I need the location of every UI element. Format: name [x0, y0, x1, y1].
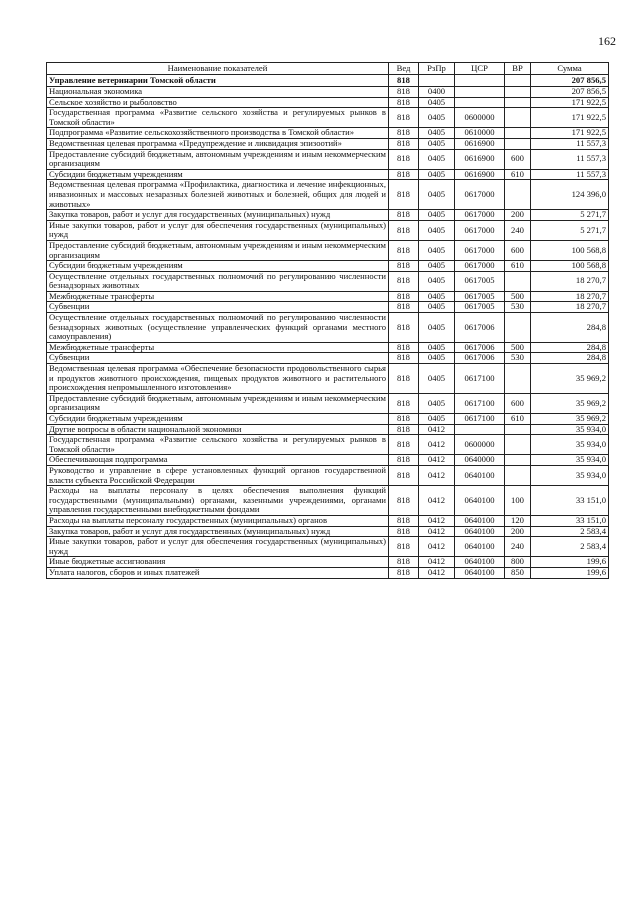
cell-name: Осуществление отдельных государственных полномочий по регулированию численности безнадзорных животных	[47, 271, 389, 291]
cell-rzpr: 0405	[419, 261, 455, 272]
table-row	[47, 240, 609, 260]
cell-vr: 600	[505, 240, 531, 260]
cell-sum: 35 969,2	[531, 364, 609, 394]
cell-sum: 171 922,5	[531, 97, 609, 108]
cell-rzpr: 0405	[419, 240, 455, 260]
header-ved: Вед	[389, 63, 419, 75]
cell-vr	[505, 87, 531, 98]
cell-vr	[505, 97, 531, 108]
cell-vr	[505, 465, 531, 485]
cell-ved: 818	[389, 149, 419, 169]
cell-csr: 0617006	[455, 353, 505, 364]
table-row	[47, 271, 609, 291]
cell-vr: 610	[505, 414, 531, 425]
cell-rzpr: 0405	[419, 414, 455, 425]
cell-name: Руководство и управление в сфере установленных функций органов государственной власти субъекта Российской Федерации	[47, 465, 389, 485]
cell-ved: 818	[389, 465, 419, 485]
cell-csr: 0617100	[455, 393, 505, 413]
table-row	[47, 108, 609, 128]
cell-name: Межбюджетные трансферты	[47, 342, 389, 353]
cell-ved: 818	[389, 537, 419, 557]
cell-vr: 530	[505, 302, 531, 313]
table-row	[47, 261, 609, 272]
cell-rzpr: 0405	[419, 313, 455, 343]
cell-ved: 818	[389, 210, 419, 221]
cell-ved: 818	[389, 87, 419, 98]
cell-sum: 100 568,8	[531, 240, 609, 260]
cell-name: Государственная программа «Развитие сельского хозяйства и регулируемых рынков в Томской области»	[47, 435, 389, 455]
cell-name: Национальная экономика	[47, 87, 389, 98]
cell-ved: 818	[389, 291, 419, 302]
page-number: 162	[598, 34, 616, 48]
cell-vr: 100	[505, 486, 531, 516]
cell-name: Обеспечивающая подпрограмма	[47, 455, 389, 466]
cell-vr: 200	[505, 210, 531, 221]
cell-csr: 0617100	[455, 364, 505, 394]
cell-csr: 0617000	[455, 180, 505, 210]
cell-vr	[505, 138, 531, 149]
cell-rzpr: 0405	[419, 271, 455, 291]
cell-sum: 11 557,3	[531, 138, 609, 149]
table-row	[47, 87, 609, 98]
cell-rzpr: 0405	[419, 149, 455, 169]
table-row	[47, 486, 609, 516]
cell-vr	[505, 108, 531, 128]
cell-name: Расходы на выплаты персоналу в целях обеспечения выполнения функций государственными (муниципальными) органами, казенными учреждениями, органами управления государственными внебюджетными фондами	[47, 486, 389, 516]
cell-name: Закупка товаров, работ и услуг для государственных (муниципальных) нужд	[47, 526, 389, 537]
cell-vr: 500	[505, 291, 531, 302]
cell-ved: 818	[389, 353, 419, 364]
cell-csr: 0640100	[455, 567, 505, 578]
cell-name: Субсидии бюджетным учреждениям	[47, 414, 389, 425]
header-csr: ЦСР	[455, 63, 505, 75]
cell-name: Осуществление отдельных государственных полномочий по регулированию численности безнадзорных животных (осуществление управленческих функций органами местного самоуправления)	[47, 313, 389, 343]
cell-csr: 0640100	[455, 557, 505, 568]
cell-csr: 0616900	[455, 149, 505, 169]
cell-vr	[505, 455, 531, 466]
table-row	[47, 353, 609, 364]
cell-sum: 284,8	[531, 313, 609, 343]
cell-ved: 818	[389, 169, 419, 180]
cell-rzpr: 0405	[419, 138, 455, 149]
header-vr: ВР	[505, 63, 531, 75]
cell-ved: 818	[389, 108, 419, 128]
cell-name: Межбюджетные трансферты	[47, 291, 389, 302]
cell-sum: 33 151,0	[531, 486, 609, 516]
cell-name: Иные закупки товаров, работ и услуг для обеспечения государственных (муниципальных) нужд	[47, 220, 389, 240]
cell-sum: 18 270,7	[531, 302, 609, 313]
cell-name: Субвенции	[47, 353, 389, 364]
cell-name: Подпрограмма «Развитие сельскохозяйственного производства в Томской области»	[47, 128, 389, 139]
cell-rzpr: 0405	[419, 353, 455, 364]
table-row	[47, 302, 609, 313]
cell-ved: 818	[389, 567, 419, 578]
cell-vr: 600	[505, 149, 531, 169]
cell-vr: 120	[505, 515, 531, 526]
cell-rzpr: 0412	[419, 486, 455, 516]
table-row	[47, 128, 609, 139]
table-row	[47, 342, 609, 353]
cell-ved: 818	[389, 180, 419, 210]
cell-vr: 240	[505, 220, 531, 240]
table-row	[47, 515, 609, 526]
cell-vr	[505, 271, 531, 291]
cell-rzpr: 0405	[419, 97, 455, 108]
cell-sum: 124 396,0	[531, 180, 609, 210]
cell-csr	[455, 75, 505, 87]
cell-vr: 500	[505, 342, 531, 353]
cell-ved: 818	[389, 313, 419, 343]
cell-name: Другие вопросы в области национальной экономики	[47, 424, 389, 435]
cell-sum: 171 922,5	[531, 108, 609, 128]
cell-sum: 199,6	[531, 557, 609, 568]
table-row	[47, 455, 609, 466]
table-row	[47, 537, 609, 557]
cell-rzpr: 0412	[419, 537, 455, 557]
cell-name: Предоставление субсидий бюджетным, автономным учреждениям и иным некоммерческим организациям	[47, 240, 389, 260]
cell-name: Иные закупки товаров, работ и услуг для обеспечения государственных (муниципальных) нужд	[47, 537, 389, 557]
cell-csr	[455, 97, 505, 108]
cell-name: Закупка товаров, работ и услуг для государственных (муниципальных) нужд	[47, 210, 389, 221]
cell-csr: 0617005	[455, 302, 505, 313]
cell-vr: 800	[505, 557, 531, 568]
table-row	[47, 220, 609, 240]
header-rzpr: РзПр	[419, 63, 455, 75]
cell-csr: 0617000	[455, 240, 505, 260]
cell-ved: 818	[389, 220, 419, 240]
cell-rzpr: 0412	[419, 435, 455, 455]
cell-sum: 18 270,7	[531, 291, 609, 302]
cell-name: Субвенции	[47, 302, 389, 313]
cell-ved: 818	[389, 261, 419, 272]
cell-sum: 35 934,0	[531, 465, 609, 485]
cell-vr: 200	[505, 526, 531, 537]
table-row	[47, 313, 609, 343]
cell-ved: 818	[389, 342, 419, 353]
cell-csr: 0640000	[455, 455, 505, 466]
cell-sum: 5 271,7	[531, 220, 609, 240]
cell-vr	[505, 313, 531, 343]
cell-sum: 2 583,4	[531, 537, 609, 557]
table-row	[47, 97, 609, 108]
cell-name: Субсидии бюджетным учреждениям	[47, 261, 389, 272]
cell-ved: 818	[389, 393, 419, 413]
cell-vr	[505, 424, 531, 435]
table-header-row	[47, 63, 609, 75]
cell-csr: 0640100	[455, 515, 505, 526]
cell-csr: 0617006	[455, 313, 505, 343]
cell-csr: 0617000	[455, 261, 505, 272]
cell-rzpr: 0412	[419, 526, 455, 537]
cell-ved: 818	[389, 486, 419, 516]
cell-ved: 818	[389, 455, 419, 466]
cell-rzpr: 0405	[419, 180, 455, 210]
cell-vr: 530	[505, 353, 531, 364]
cell-name: Государственная программа «Развитие сельского хозяйства и регулируемых рынков в Томской области»	[47, 108, 389, 128]
cell-ved: 818	[389, 271, 419, 291]
table-row	[47, 465, 609, 485]
cell-name: Субсидии бюджетным учреждениям	[47, 169, 389, 180]
cell-name: Расходы на выплаты персоналу государственных (муниципальных) органов	[47, 515, 389, 526]
table-row	[47, 291, 609, 302]
cell-sum: 35 969,2	[531, 393, 609, 413]
table-row	[47, 149, 609, 169]
cell-rzpr: 0405	[419, 108, 455, 128]
cell-sum: 35 934,0	[531, 424, 609, 435]
cell-csr: 0617000	[455, 220, 505, 240]
cell-csr: 0616900	[455, 169, 505, 180]
table-row	[47, 210, 609, 221]
cell-vr: 240	[505, 537, 531, 557]
table-row	[47, 169, 609, 180]
cell-name: Управление ветеринарии Томской области	[47, 75, 389, 87]
table-row	[47, 526, 609, 537]
cell-vr: 850	[505, 567, 531, 578]
cell-rzpr: 0405	[419, 342, 455, 353]
cell-rzpr: 0400	[419, 87, 455, 98]
cell-csr: 0617006	[455, 342, 505, 353]
cell-rzpr: 0412	[419, 455, 455, 466]
cell-csr	[455, 424, 505, 435]
cell-rzpr: 0412	[419, 424, 455, 435]
cell-vr: 600	[505, 393, 531, 413]
cell-sum: 11 557,3	[531, 149, 609, 169]
cell-csr: 0600000	[455, 108, 505, 128]
cell-sum: 33 151,0	[531, 515, 609, 526]
cell-name: Ведомственная целевая программа «Обеспечение безопасности продовольственного сырья и продуктов животного происхождения, пищевых продуктов животного и растительного происхождения непромышленного изготовления»	[47, 364, 389, 394]
cell-ved: 818	[389, 240, 419, 260]
cell-ved: 818	[389, 515, 419, 526]
cell-ved: 818	[389, 424, 419, 435]
table-row	[47, 138, 609, 149]
table-row	[47, 364, 609, 394]
cell-csr: 0640100	[455, 537, 505, 557]
cell-vr: 610	[505, 169, 531, 180]
cell-sum: 35 934,0	[531, 435, 609, 455]
cell-rzpr: 0405	[419, 169, 455, 180]
table-row	[47, 414, 609, 425]
cell-rzpr: 0412	[419, 465, 455, 485]
cell-sum: 171 922,5	[531, 128, 609, 139]
cell-rzpr: 0405	[419, 291, 455, 302]
cell-name: Сельское хозяйство и рыболовство	[47, 97, 389, 108]
cell-ved: 818	[389, 97, 419, 108]
header-sum: Сумма	[531, 63, 609, 75]
cell-rzpr: 0412	[419, 515, 455, 526]
table-row	[47, 75, 609, 87]
cell-csr: 0616900	[455, 138, 505, 149]
cell-sum: 207 856,5	[531, 87, 609, 98]
cell-sum: 207 856,5	[531, 75, 609, 87]
cell-vr	[505, 180, 531, 210]
cell-sum: 284,8	[531, 353, 609, 364]
cell-csr: 0617100	[455, 414, 505, 425]
cell-sum: 100 568,8	[531, 261, 609, 272]
cell-sum: 5 271,7	[531, 210, 609, 221]
cell-ved: 818	[389, 138, 419, 149]
cell-vr: 610	[505, 261, 531, 272]
cell-vr	[505, 435, 531, 455]
cell-csr: 0617000	[455, 210, 505, 221]
cell-csr: 0617005	[455, 291, 505, 302]
cell-rzpr: 0405	[419, 128, 455, 139]
cell-rzpr: 0412	[419, 557, 455, 568]
cell-name: Предоставление субсидий бюджетным, автономным учреждениям и иным некоммерческим организациям	[47, 393, 389, 413]
cell-rzpr: 0405	[419, 210, 455, 221]
cell-csr	[455, 87, 505, 98]
table-row	[47, 435, 609, 455]
cell-ved: 818	[389, 557, 419, 568]
cell-name: Уплата налогов, сборов и иных платежей	[47, 567, 389, 578]
cell-sum: 11 557,3	[531, 169, 609, 180]
cell-ved: 818	[389, 302, 419, 313]
table-row	[47, 180, 609, 210]
cell-ved: 818	[389, 75, 419, 87]
cell-rzpr: 0405	[419, 364, 455, 394]
table-row	[47, 557, 609, 568]
budget-table	[46, 62, 609, 579]
table-row	[47, 567, 609, 578]
cell-rzpr: 0405	[419, 393, 455, 413]
cell-vr	[505, 75, 531, 87]
cell-rzpr: 0405	[419, 302, 455, 313]
cell-csr: 0600000	[455, 435, 505, 455]
cell-csr: 0610000	[455, 128, 505, 139]
cell-name: Ведомственная целевая программа «Профилактика, диагностика и лечение инфекционных, инвазионных и массовых незаразных болезней животных и болезней, общих для людей и животных»	[47, 180, 389, 210]
table-body	[47, 75, 609, 579]
cell-csr: 0617005	[455, 271, 505, 291]
cell-sum: 2 583,4	[531, 526, 609, 537]
cell-sum: 284,8	[531, 342, 609, 353]
cell-rzpr: 0412	[419, 567, 455, 578]
cell-ved: 818	[389, 526, 419, 537]
table-row	[47, 393, 609, 413]
cell-sum: 35 934,0	[531, 455, 609, 466]
cell-rzpr: 0405	[419, 220, 455, 240]
cell-csr: 0640100	[455, 465, 505, 485]
cell-name: Предоставление субсидий бюджетным, автономным учреждениям и иным некоммерческим организациям	[47, 149, 389, 169]
cell-ved: 818	[389, 364, 419, 394]
cell-rzpr	[419, 75, 455, 87]
cell-name: Ведомственная целевая программа «Предупреждение и ликвидация эпизоотий»	[47, 138, 389, 149]
header-name: Наименование показателей	[47, 63, 389, 75]
cell-sum: 35 969,2	[531, 414, 609, 425]
cell-csr: 0640100	[455, 486, 505, 516]
cell-csr: 0640100	[455, 526, 505, 537]
cell-vr	[505, 128, 531, 139]
cell-name: Иные бюджетные ассигнования	[47, 557, 389, 568]
cell-ved: 818	[389, 414, 419, 425]
cell-vr	[505, 364, 531, 394]
cell-sum: 18 270,7	[531, 271, 609, 291]
cell-sum: 199,6	[531, 567, 609, 578]
table-row	[47, 424, 609, 435]
cell-ved: 818	[389, 435, 419, 455]
cell-ved: 818	[389, 128, 419, 139]
